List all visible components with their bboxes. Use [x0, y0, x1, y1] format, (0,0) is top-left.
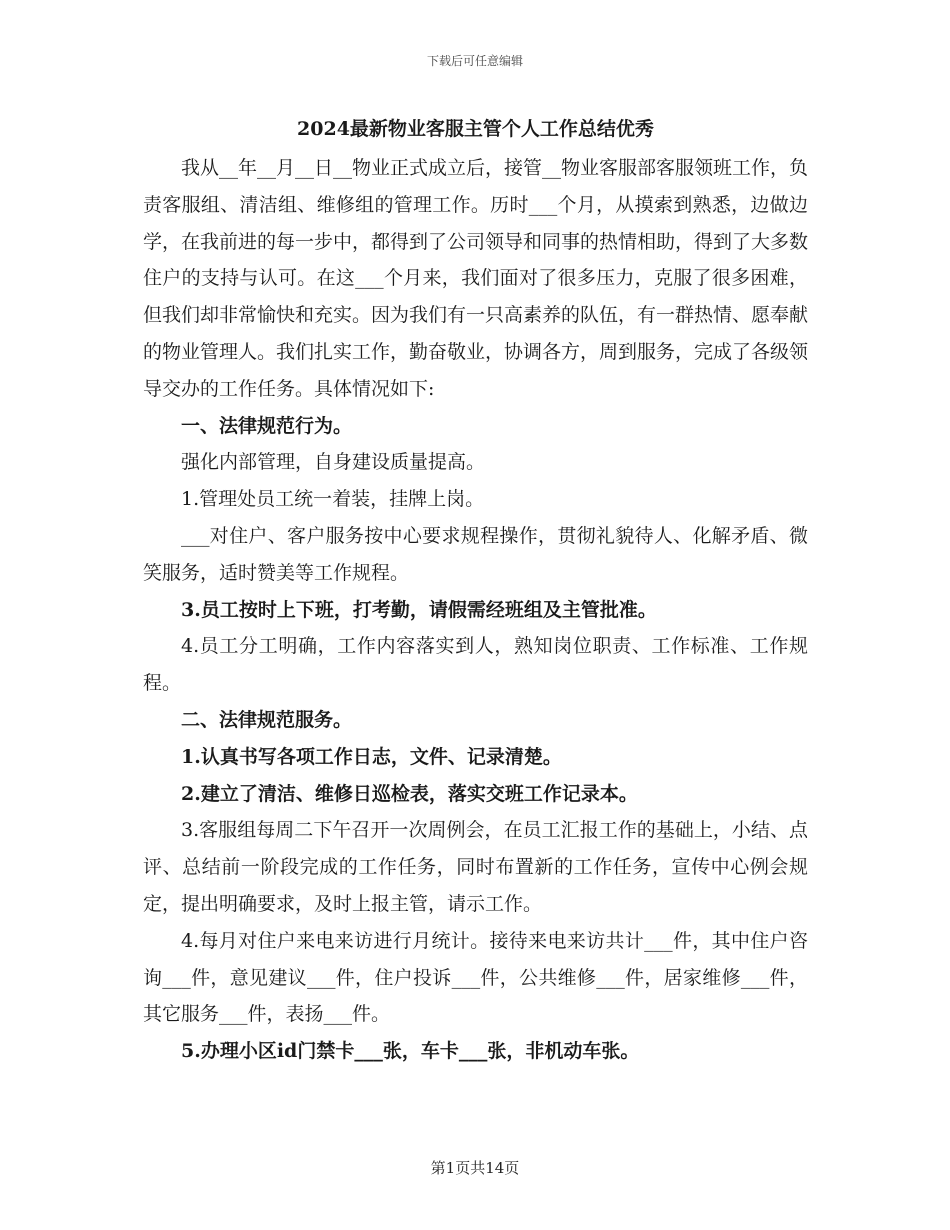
list-item: 1.认真书写各项工作日志，文件、记录清楚。: [181, 745, 562, 768]
list-item: 4.员工分工明确，工作内容落实到人，熟知岗位职责、工作标准、工作规程。: [143, 635, 808, 695]
paragraph-intro: 我从__年__月__日__物业正式成立后，接管__物业客服部客服领班工作，负责客服组、清洁组、维修组的管理工作。历时___个月，从摸索到熟悉，边做边学，在我前进的每一步中，都得到了公司领导和同事的热情相助，得到了大多数住户的支持与认可。在这___个月来，我们面对了很多压力，克服了很多困难，但我们却非常愉快和充实。因为我们有一只高素养的队伍，有一群热情、愿奉献的物业管理人。我们扎实工作，勤奋敬业，协调各方，周到服务，完成了各级领导交办的工作任务。具体情况如下:: [143, 157, 809, 400]
list-item: 3.客服组每周二下午召开一次周例会，在员工汇报工作的基础上，小结、点评、总结前一阶段完成的工作任务，同时布置新的工作任务，宣传中心例会规定，提出明确要求，及时上报主管，请示工作。: [143, 819, 808, 915]
list-item: 4.每月对住户来电来访进行月统计。接待来电来访共计___件，其中住户咨询___件，意见建议___件，住户投诉___件，公共维修___件，居家维修___件，其它服务___件，表扬___件。: [143, 929, 808, 1026]
paragraph: 强化内部管理，自身建设质量提高。: [181, 451, 486, 474]
list-item: 2.建立了清洁、维修日巡检表，落实交班工作记录本。: [181, 782, 638, 805]
list-item: 3.员工按时上下班，打考勤，请假需经班组及主管批准。: [181, 598, 657, 621]
document-body: [143, 114, 808, 1070]
section-heading-2: 二、法律规范服务。: [181, 708, 353, 731]
document-title: 2024最新物业客服主管个人工作总结优秀: [297, 118, 654, 140]
list-item: 1.管理处员工统一着装，挂牌上岗。: [181, 488, 485, 511]
list-item: 5.办理小区id门禁卡___张，车卡___张，非机动车张。: [181, 1040, 640, 1063]
list-item: ___对住户、客户服务按中心要求规程操作，贯彻礼貌待人、化解矛盾、微笑服务，适时赞美等工作规程。: [143, 524, 808, 584]
page-number-footer: 第1页共14页: [430, 1159, 520, 1177]
page-header: 下载后可任意编辑: [426, 54, 523, 68]
section-heading-1: 一、法律规范行为。: [181, 414, 353, 437]
